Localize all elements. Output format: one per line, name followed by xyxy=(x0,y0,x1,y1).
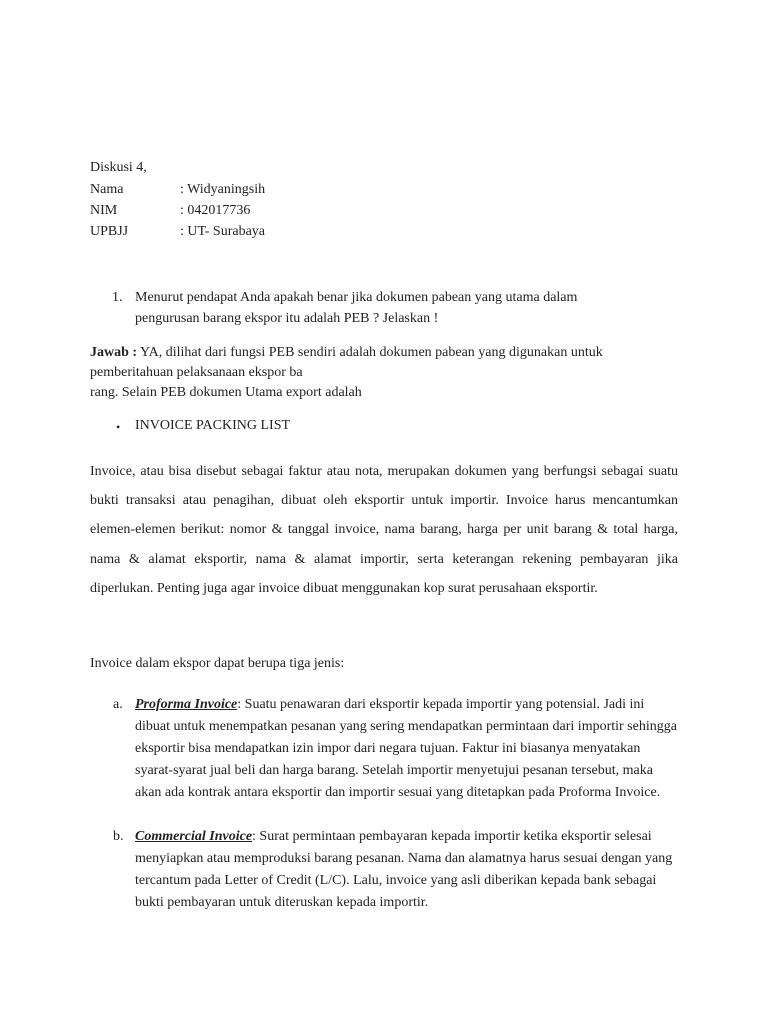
type-text: : Surat permintaan pembayaran kepada importir ketika eksportir selesai menyiapkan atau memproduksi barang pesanan. Nama dan alamatnya harus sesuai dengan yang tercantum pada Letter of Credit (L/C). Lalu, invoice yang asli diberikan kepada bank sebagai bukti pembayaran untuk diteruskan kepada importir. xyxy=(135,829,673,910)
question-number: 1. xyxy=(112,290,123,305)
field-nama xyxy=(90,180,265,200)
answer-line-1 xyxy=(90,343,603,363)
field-value: : UT- Surabaya xyxy=(180,224,266,239)
type-text: : Suatu penawaran dari eksportir kepada importir yang potensial. Jadi ini dibuat untuk menempatkan pesanan yang sering mendapatkan permintaan dari importir sehingga eksportir bisa mendapatkan izin impor dari negara tujuan. Faktur ini biasanya menyatakan syarat-syarat jual beli dan harga barang. Setelah importir menyetujui pesanan tersebut, maka akan ada kontrak antara eksportir dan importir sesuai yang ditetapkan pada Proforma Invoice. xyxy=(135,697,677,800)
field-nim xyxy=(90,201,250,221)
answer-text: YA, dilihat dari fungsi PEB sendiri adalah dokumen pabean yang digunakan untuk xyxy=(137,345,603,360)
question-line-2: pengurusan barang ekspor itu adalah PEB ? Jelaskan ! xyxy=(135,311,439,326)
field-key: NIM xyxy=(90,203,118,218)
bullet-icon: • xyxy=(116,420,121,434)
type-item-a xyxy=(135,694,680,804)
type-label-a: a. xyxy=(113,697,123,712)
field-key: Nama xyxy=(90,182,124,197)
field-upbjj xyxy=(90,222,265,242)
answer-line-3: rang. Selain PEB dokumen Utama export adalah xyxy=(90,385,362,400)
type-term: Proforma Invoice xyxy=(135,697,238,712)
field-value: : 042017736 xyxy=(180,203,251,218)
types-intro: Invoice dalam ekspor dapat berupa tiga jenis: xyxy=(90,656,345,671)
invoice-paragraph: Invoice, atau bisa disebut sebagai faktur atau nota, merupakan dokumen yang berfungsi sebagai suatu bukti transaksi atau penagihan, dibuat oleh eksportir untuk importir. Invoice harus mencantumkan elemen-elemen berikut: nomor & tanggal invoice, nama barang, harga per unit barang & total harga, nama & alamat eksportir, nama & alamat importir, serta keterangan rekening pembayaran jika diperlukan. Penting juga agar invoice dibuat menggunakan kop surat perusahaan eksportir. xyxy=(90,464,678,596)
type-label-b: b. xyxy=(113,829,124,844)
bullet-text: INVOICE PACKING LIST xyxy=(135,418,291,433)
field-value: : Widyaningsih xyxy=(180,182,266,197)
question-line-1: Menurut pendapat Anda apakah benar jika dokumen pabean yang utama dalam xyxy=(135,290,578,305)
type-term: Commercial Invoice xyxy=(135,829,253,844)
document-title: Diskusi 4, xyxy=(90,160,147,175)
answer-label: Jawab : xyxy=(90,345,138,360)
answer-line-2: pemberitahuan pelaksanaan ekspor ba xyxy=(90,365,303,380)
type-item-b xyxy=(135,826,680,914)
field-key: UPBJJ xyxy=(90,224,129,239)
